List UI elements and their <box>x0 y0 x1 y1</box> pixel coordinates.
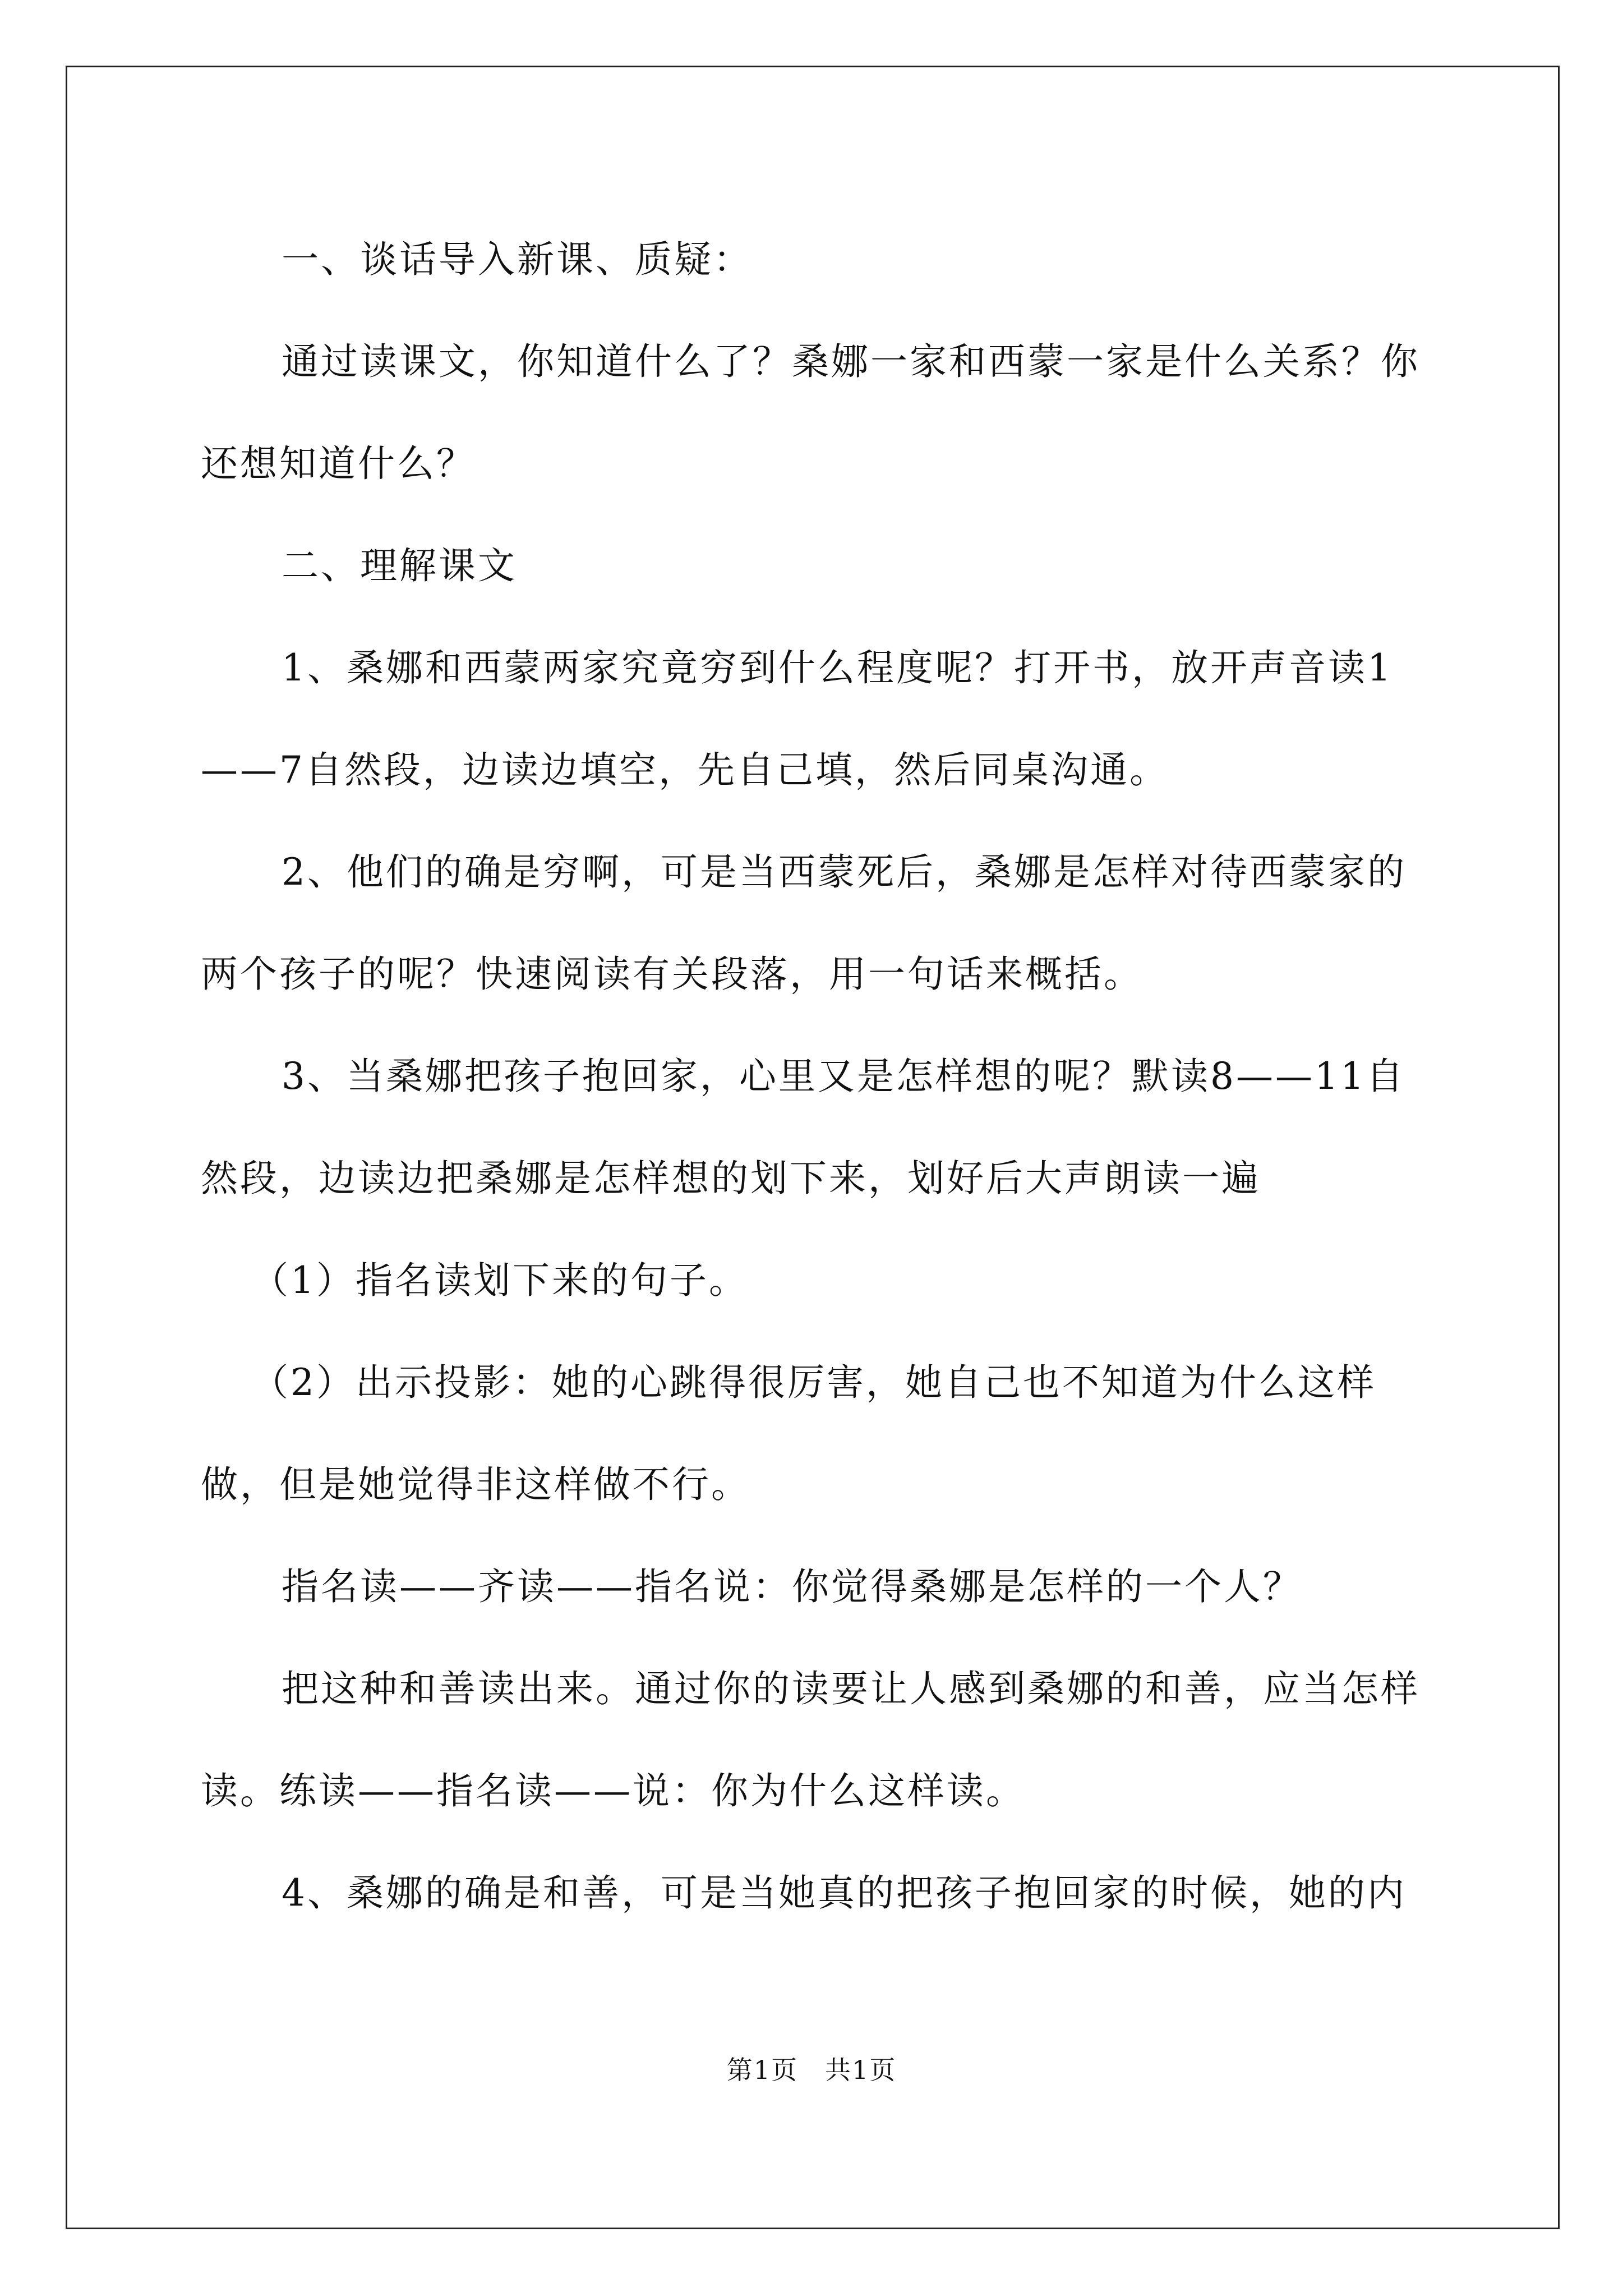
paragraph: 3、当桑娜把孩子抱回家，心里又是怎样想的呢？默读8——11自然段，边读边把桑娜是怎样想的划下来，划好后大声朗读一遍 <box>201 1055 1405 1200</box>
paragraph: 1、桑娜和西蒙两家究竟穷到什么程度呢？打开书，放开声音读1——7自然段，边读边填空，先自己填，然后同桌沟通。 <box>201 646 1393 792</box>
paragraph: 通过读课文，你知道什么了？桑娜一家和西蒙一家是什么关系？你还想知道什么？ <box>201 340 1420 485</box>
paragraph: 2、他们的确是穷啊，可是当西蒙死后，桑娜是怎样对待西蒙家的两个孩子的呢？快速阅读有关段落，用一句话来概括。 <box>201 850 1407 996</box>
paragraph: （2）出示投影：她的心跳得很厉害，她自己也不知道为什么这样做，但是她觉得非这样做不行。 <box>201 1361 1376 1506</box>
section-heading: 二、理解课文 <box>282 544 517 587</box>
paragraph: 把这种和善读出来。通过你的读要让人感到桑娜的和善，应当怎样读。练读——指名读——说：你为什么这样读。 <box>201 1667 1420 1812</box>
paragraph: 4、桑娜的确是和善，可是当她真的把孩子抱回家的时候，她的内 <box>282 1871 1407 1915</box>
document-body <box>201 209 1435 1944</box>
paragraph: （1）指名读划下来的句子。 <box>251 1259 748 1302</box>
paragraph: 一、谈话导入新课、质疑： <box>282 238 753 281</box>
paragraph: 指名读——齐读——指名说：你觉得桑娜是怎样的一个人？ <box>282 1565 1302 1608</box>
page-number-footer: 第1页 共1页 <box>726 2055 897 2085</box>
